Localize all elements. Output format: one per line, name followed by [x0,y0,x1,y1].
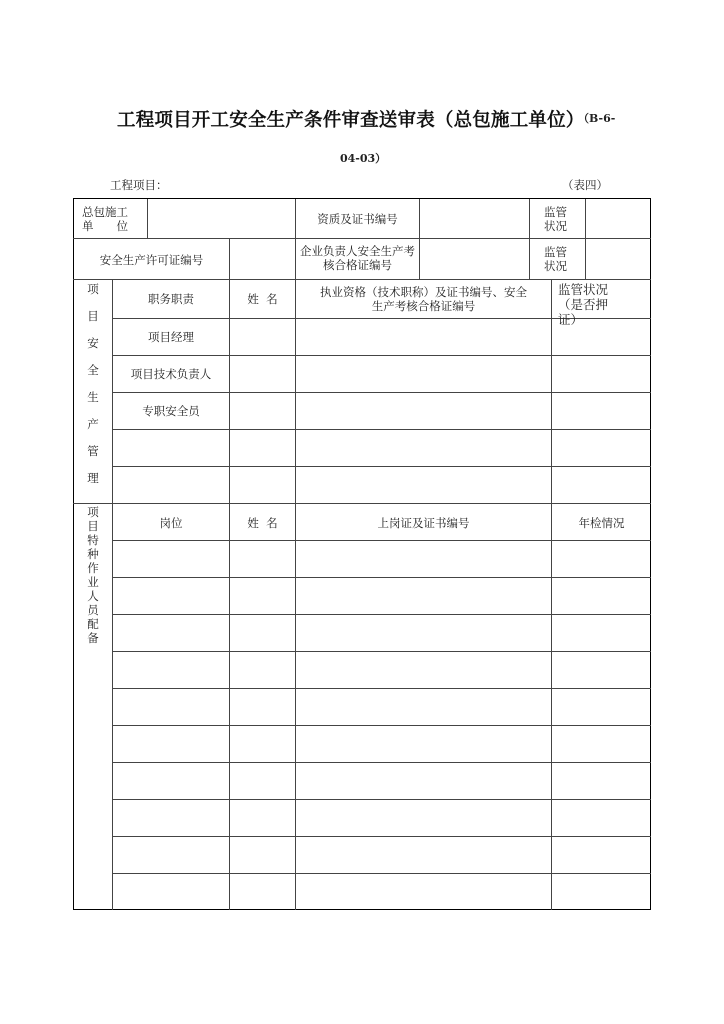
supervision-label-2: 监管 状况 [544,245,567,273]
col-line [295,279,296,910]
col-header-post: 岗位 [159,516,183,530]
contractor-label: 总包施工 单 位 [82,205,128,233]
section-line [73,503,651,504]
contractor-value[interactable] [149,200,294,237]
special-workers-side-label: 项 目 特 种 作 业 人 员 配 备 [87,505,99,645]
col-line [419,199,420,238]
row-line [112,836,651,837]
row-line [112,577,651,578]
col-line [551,279,552,910]
col-line [229,238,230,279]
supervision-label: 监管 状况 [544,205,567,233]
row-line [112,762,651,763]
col-header-annual-inspection: 年检情况 [578,516,625,530]
col-header-name: 姓 名 [247,292,278,306]
col-line [529,199,530,238]
col-line [147,199,148,238]
col-line [419,238,420,279]
safety-permit-value[interactable] [231,240,294,278]
row-line [112,392,651,393]
row-line [112,540,651,541]
supervision-value[interactable] [587,200,649,237]
safety-permit-label: 安全生产许可证编号 [99,253,204,267]
supervision-value-2[interactable] [587,240,649,278]
row-line [112,355,651,356]
row-line [112,688,651,689]
qualification-label: 资质及证书编号 [317,212,398,226]
table-number: （表四） [562,178,608,192]
page-title: 工程项目开工安全生产条件审查送审表（总包施工单位） [117,110,585,131]
row-line [73,238,651,239]
row-line [112,651,651,652]
leader-cert-value[interactable] [421,240,528,278]
leader-cert-label: 企业负责人安全生产考 核合格证编号 [300,244,415,272]
row-line [112,873,651,874]
col-header-post-cert: 上岗证及证书编号 [377,516,470,530]
role-technical-lead: 项目技术负责人 [130,367,212,381]
col-line [585,238,586,279]
management-side-label: 项 目 安 全 生 产 管 理 [87,282,99,485]
row-line [73,279,651,280]
col-line [529,238,530,279]
row-line [112,614,651,615]
row-line [112,799,651,800]
col-header-role: 职务职责 [148,292,194,306]
form-code-part1: （B-6- [578,112,616,125]
project-label: 工程项目： [110,178,168,192]
col-header-status: 监管状况 （是否押 证） [558,282,609,327]
col-header-worker-name: 姓 名 [247,516,278,530]
role-project-manager: 项目经理 [148,330,194,344]
row-line [112,725,651,726]
row-line [112,466,651,467]
form-code-part2: 04-03） [340,152,387,165]
col-header-cert: 执业资格（技术职称）及证书编号、安全 生产考核合格证编号 [320,285,527,313]
row-line [112,429,651,430]
col-line [585,199,586,238]
qualification-value[interactable] [421,200,528,237]
role-safety-officer: 专职安全员 [142,404,200,418]
col-line [229,279,230,910]
